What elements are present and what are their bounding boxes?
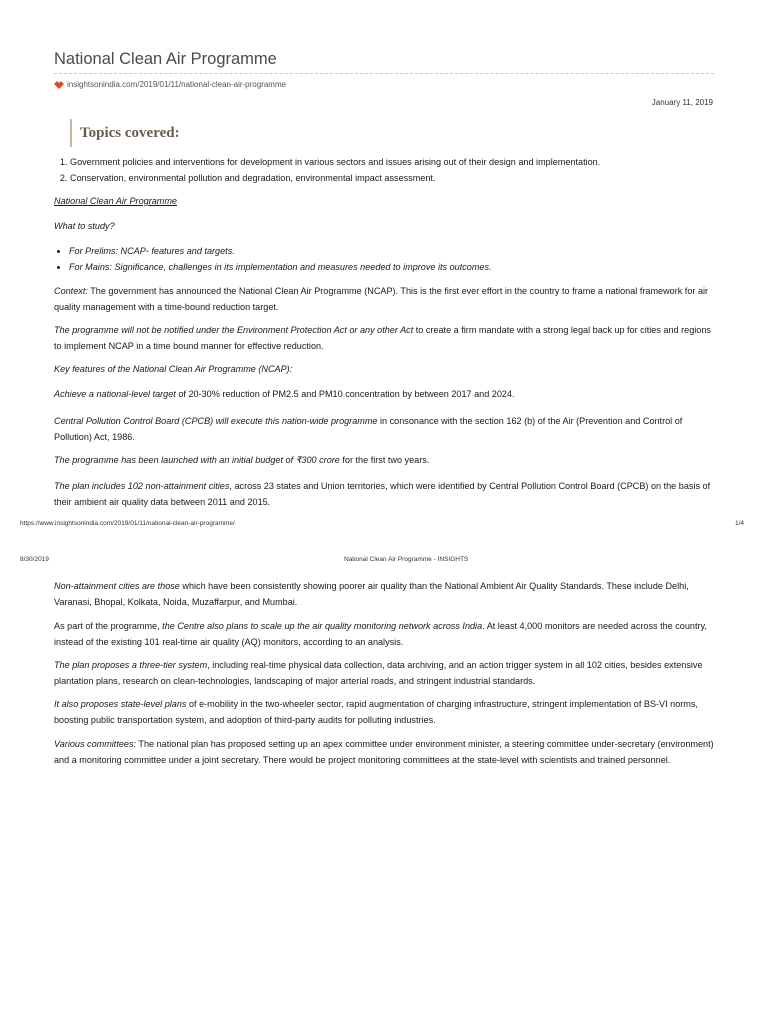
page-footer-url[interactable]: https://www.insightsonindia.com/2019/01/11/national-clean-air-programme/ <box>20 520 235 527</box>
print-title: National Clean Air Programme - INSIGHTS <box>344 556 469 563</box>
article-title: National Clean Air Programme <box>54 50 277 68</box>
title-divider <box>54 73 714 74</box>
paragraph-text: for the first two years. <box>339 455 430 465</box>
paragraph-text: . At least 4,000 monitors are needed across the country, instead of the existing 101 real-time air quality (AQ) monitors, according to an analysis. <box>54 621 707 647</box>
notified-paragraph <box>54 323 714 354</box>
study-list <box>54 244 719 275</box>
list-item: 2. Conservation, environmental pollution and degradation, environmental impact assessment. <box>70 170 720 186</box>
paragraph-lead: The plan includes 102 non-attainment cities <box>54 481 230 491</box>
list-item: • For Mains: Significance, challenges in its implementation and measures needed to improve its outcomes. <box>69 260 719 276</box>
paragraph-pre: As part of the programme, <box>54 621 160 631</box>
paragraph-lead: It also proposes state-level plans <box>54 699 187 709</box>
paragraph-lead: Various committees: <box>54 739 137 749</box>
print-date: 8/30/2019 <box>20 556 49 563</box>
article-date: January 11, 2019 <box>651 98 713 107</box>
paragraph-text: of e-mobility in the two-wheeler sector, rapid augmentation of charging infrastructure, stringent implementation of BS-VI norms, boosting public transportation system, and adoption of third-party audits for polluting industries. <box>54 699 698 725</box>
insights-logo-icon <box>54 81 64 89</box>
paragraph-lead: Central Pollution Control Board (CPCB) will execute this nation-wide programme <box>54 416 378 426</box>
what-to-study-heading: What to study? <box>54 221 115 231</box>
paragraph-lead: The plan proposes a three-tier system <box>54 660 208 670</box>
source-url[interactable]: insightsonindia.com/2019/01/11/national-clean-air-programme <box>67 80 287 89</box>
paragraph-lead: the Centre also plans to scale up the air quality monitoring network across India <box>159 621 483 631</box>
topics-covered-box <box>70 119 180 147</box>
topics-heading: Topics covered: <box>80 124 180 141</box>
nonattainment-paragraph <box>54 579 714 610</box>
section-title: National Clean Air Programme <box>54 196 177 206</box>
list-item: 1. Government policies and interventions for development in various sectors and issues arising out of their design and implementation. <box>70 154 720 170</box>
paragraph-lead: Non-attainment cities are those <box>54 581 180 591</box>
list-item: • For Prelims: NCAP- features and targets. <box>69 244 719 260</box>
paragraph-text: , including real-time physical data collection, data archiving, and an action trigger system in all 102 cities, besides extensive plantation plans, research on clean-technologies, landscaping of major arterial roads, and stringent industrial standards. <box>54 660 703 686</box>
paragraph-lead: The programme will not be notified under the Environment Protection Act or any other Act <box>54 325 414 335</box>
paragraph-text: , across 23 states and Union territories, which were identified by Central Pollution Control Board (CPCB) on the basis of their ambient air quality data between 2011 and 2015. <box>54 481 711 507</box>
topics-list <box>54 154 720 186</box>
cities-paragraph <box>54 479 714 510</box>
paragraph-text: in consonance with the section 162 (b) of the Air (Prevention and Control of Pollution) Act, 1986. <box>54 416 683 442</box>
three-tier-paragraph <box>54 658 714 689</box>
committees-paragraph <box>54 737 714 768</box>
context-paragraph <box>54 284 714 315</box>
budget-paragraph <box>54 453 714 469</box>
monitoring-paragraph <box>54 619 714 650</box>
paragraph-text: The national plan has proposed setting up an apex committee under environment minister, a steering committee under-secretary (environment) and a monitoring committee under a joint secretary. There would be project monitoring committees at the state-level with scientists and trained personnel. <box>54 739 714 765</box>
cpcb-paragraph <box>54 414 714 445</box>
key-features-heading: Key features of the National Clean Air Programme (NCAP): <box>54 364 293 374</box>
paragraph-text: The government has announced the National Clean Air Programme (NCAP). This is the first ever effort in the country to frame a national framework for air quality management with a time-bound reduction target. <box>54 286 709 312</box>
paragraph-lead: Achieve a national-level target <box>54 389 176 399</box>
paragraph-text: to create a firm mandate with a strong legal back up for cities and regions to implement NCAP in a time bound manner for effective reduction. <box>54 325 711 351</box>
target-paragraph <box>54 387 714 403</box>
paragraph-text: which have been consistently showing poorer air quality than the National Ambient Air Quality Standards. These include Delhi, Varanasi, Bhopal, Kolkata, Noida, Muzaffarpur, and Mumbai. <box>54 581 689 607</box>
paragraph-text: of 20-30% reduction of PM2.5 and PM10 concentration by between 2017 and 2024. <box>175 389 515 399</box>
source-link[interactable] <box>54 80 286 89</box>
paragraph-lead: The programme has been launched with an initial budget of ₹300 crore <box>54 455 340 465</box>
state-plans-paragraph <box>54 697 714 728</box>
paragraph-lead: Context: <box>54 286 88 296</box>
page-number: 1/4 <box>734 520 744 527</box>
